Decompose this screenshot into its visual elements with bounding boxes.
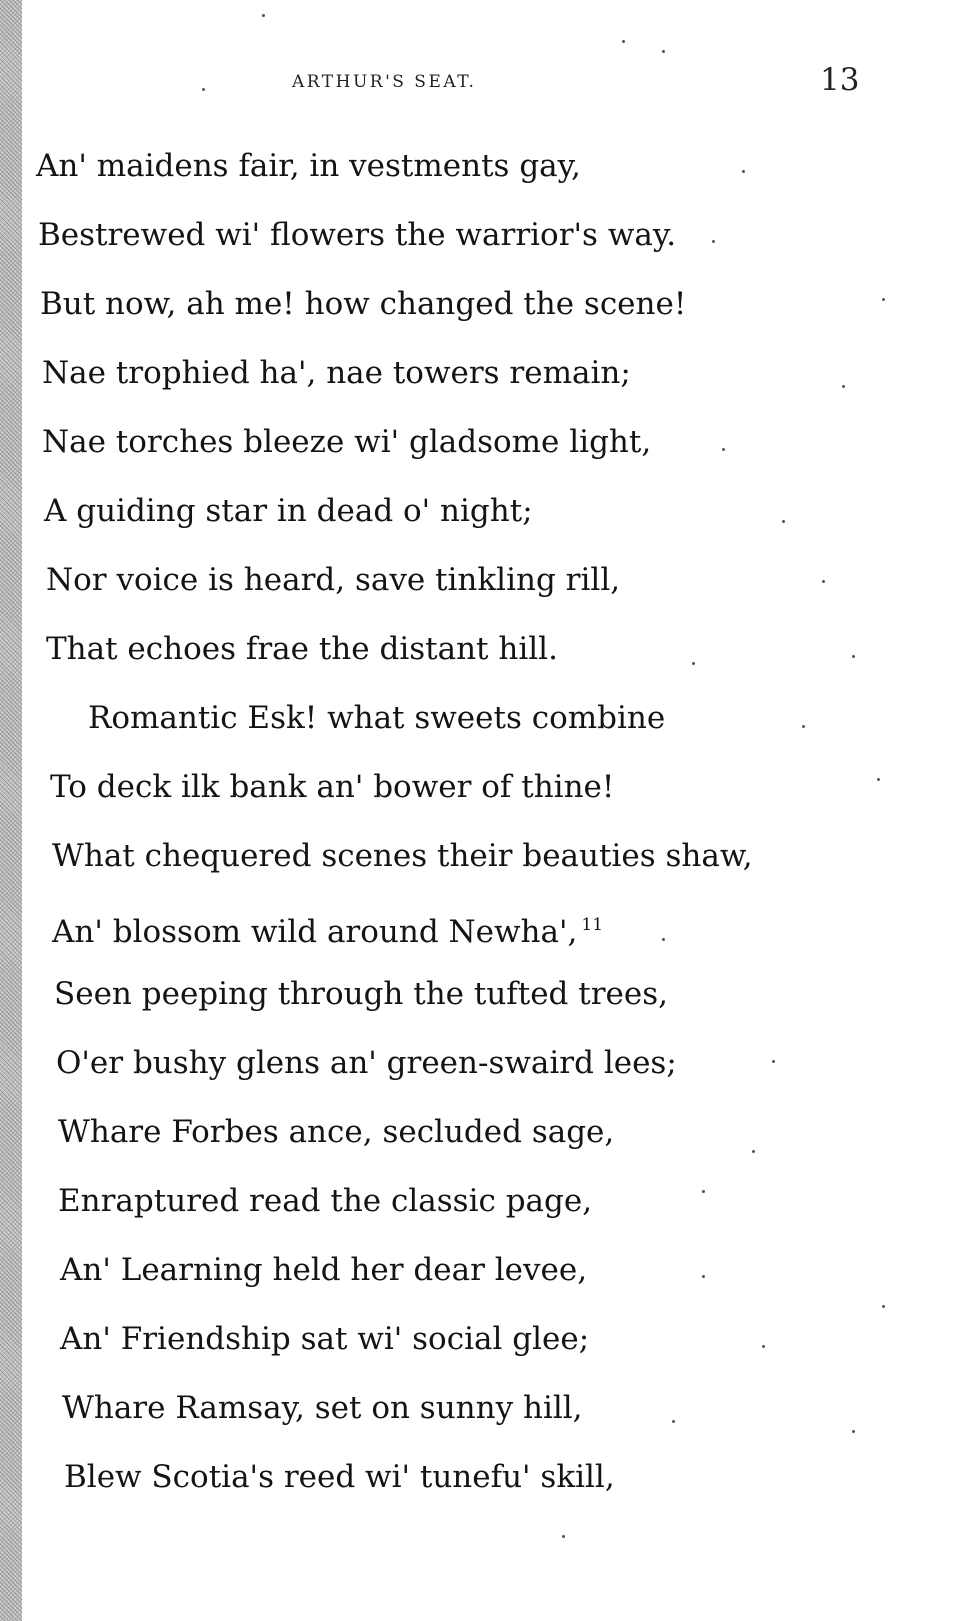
scan-speck: [877, 778, 880, 781]
scan-speck: [882, 1305, 885, 1308]
scan-speck: [202, 88, 205, 91]
scan-speck: [852, 1430, 855, 1433]
scan-speck: [622, 40, 625, 43]
verse-line: To deck ilk bank an' bower of thine!: [50, 769, 615, 805]
scan-speck: [692, 662, 695, 665]
verse-line: Enraptured read the classic page,: [58, 1183, 593, 1219]
scan-speck: [722, 448, 725, 451]
scan-speck: [852, 655, 855, 658]
verse-line: Seen peeping through the tufted trees,: [54, 976, 668, 1012]
scan-speck: [702, 1190, 705, 1193]
scan-speck: [262, 14, 265, 17]
scan-speck: [672, 1420, 675, 1423]
verse-line: A guiding star in dead o' night;: [44, 493, 533, 529]
verse-line: Romantic Esk! what sweets combine: [88, 700, 666, 736]
verse-line: Nae torches bleeze wi' gladsome light,: [42, 424, 652, 460]
verse-line: Bestrewed wi' flowers the warrior's way.: [38, 217, 677, 253]
verse-line: But now, ah me! how changed the scene!: [40, 286, 687, 322]
verse-line: What chequered scenes their beauties shaw,: [52, 838, 753, 874]
scan-speck: [662, 50, 665, 53]
verse-line: Nae trophied ha', nae towers remain;: [42, 355, 631, 391]
scan-speck: [802, 725, 805, 728]
footnote-marker: 11: [581, 915, 604, 935]
verse-line-text: An' blossom wild around Newha',: [52, 914, 578, 950]
scan-speck: [822, 580, 825, 583]
scan-speck: [842, 385, 845, 388]
verse-line: Whare Ramsay, set on sunny hill,: [62, 1390, 583, 1426]
verse-line: An' maidens fair, in vestments gay,: [36, 148, 581, 184]
verse-line: O'er bushy glens an' green-swaird lees;: [56, 1045, 677, 1081]
verse-line: An' Friendship sat wi' social glee;: [60, 1321, 590, 1357]
scan-speck: [882, 298, 885, 301]
scan-speck: [752, 1150, 755, 1153]
scan-speck: [662, 938, 665, 941]
scan-speck: [742, 170, 745, 173]
page-number: 13: [820, 62, 860, 98]
scan-speck: [762, 1345, 765, 1348]
scan-speck: [702, 1275, 705, 1278]
page-binding-gutter: [0, 0, 22, 1621]
verse-line: Nor voice is heard, save tinkling rill,: [46, 562, 621, 598]
scan-speck: [562, 1535, 565, 1538]
scan-speck: [712, 240, 715, 243]
verse-line: An' Learning held her dear levee,: [60, 1252, 588, 1288]
running-title: ARTHUR'S SEAT.: [292, 72, 477, 92]
verse-line: That echoes frae the distant hill.: [46, 631, 558, 667]
verse-line: [52, 905, 603, 952]
scan-speck: [782, 520, 785, 523]
running-head: [22, 62, 960, 102]
verse-line: Blew Scotia's reed wi' tunefu' skill,: [64, 1459, 615, 1495]
verse-line: Whare Forbes ance, secluded sage,: [58, 1114, 615, 1150]
scan-speck: [772, 1060, 775, 1063]
book-page: [22, 0, 960, 1621]
